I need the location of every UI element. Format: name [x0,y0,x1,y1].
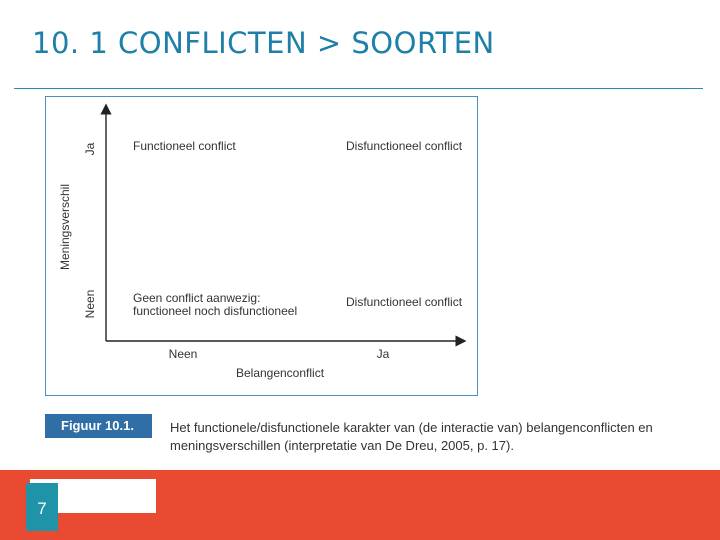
cell-top-right: Disfunctioneel conflict [346,139,463,153]
y-axis-label: Meningsverschil [58,183,72,271]
figure-caption-text: Het functionele/disfunctionele karakter van (de interactie van) belangenconflicten en meningsverschillen (interpretatie van De Dreu, 2005, p. 17). [170,420,653,453]
x-tick-left: Neen [168,347,198,361]
cell-bottom-right: Disfunctioneel conflict [346,295,463,309]
page-number-badge: 7 [26,483,58,531]
y-tick-top: Ja [83,142,97,156]
title-divider [14,88,703,89]
conflict-matrix-diagram [46,97,477,395]
y-tick-bottom: Neen [83,289,97,319]
cell-bottom-left-line2: functioneel noch disfunctioneel [133,304,298,318]
x-tick-right: Ja [376,347,390,361]
x-axis-label: Belangenconflict [235,366,325,380]
cell-top-left: Functioneel conflict [133,139,236,153]
conflict-matrix-figure [45,96,478,396]
cell-bottom-left-line1: Geen conflict aanwezig: [133,291,261,305]
slide-title: 10. 1 CONFLICTEN > SOORTEN [32,26,495,60]
figure-caption-tag: Figuur 10.1. [45,414,152,438]
